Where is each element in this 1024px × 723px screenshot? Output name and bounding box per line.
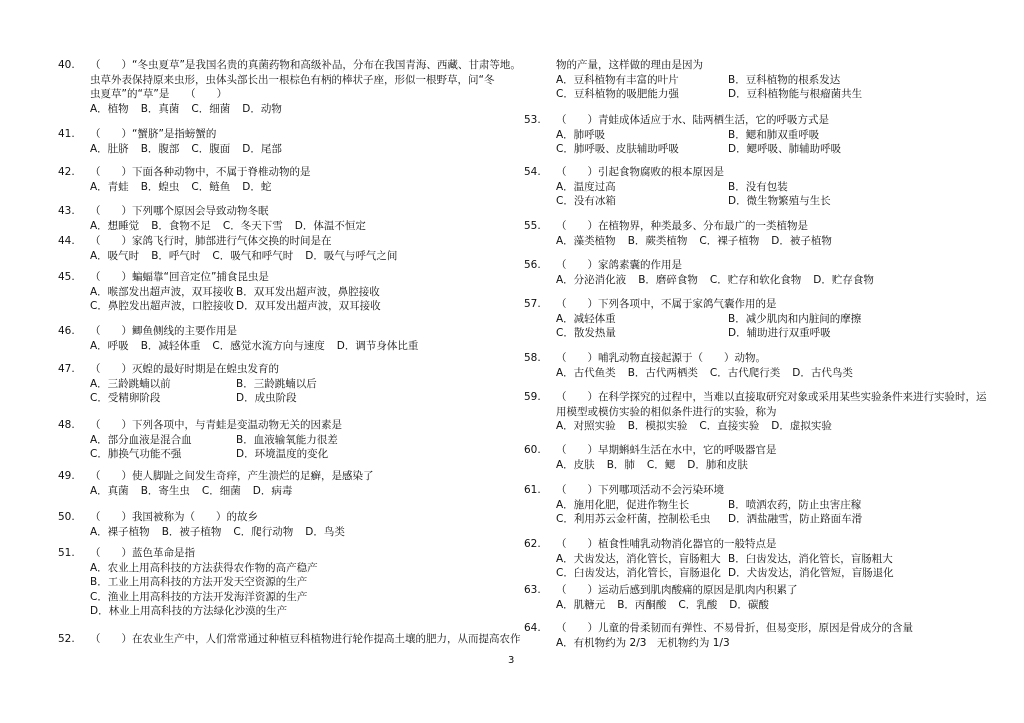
option: A．温度过高	[556, 180, 616, 193]
question-text: （ ）引起食物腐败的根本原因是	[556, 166, 724, 178]
option: B．工业上用高科技的方法开发天空资源的生产	[90, 576, 308, 588]
question-text: （ ）下面各种动物中，不属于脊椎动物的是	[90, 166, 311, 178]
option: A．施用化肥，促进作物生长	[556, 498, 690, 511]
option: D．吸气与呼气之间	[305, 249, 398, 262]
question-text: （ ）早期蝌蚪生活在水中，它的呼吸器官是	[556, 444, 777, 456]
question-text: （ ）家鸽飞行时，肺部进行气体交换的时间是在	[90, 235, 332, 247]
option: B．真菌	[140, 102, 180, 115]
question-text: （ ）青蛙成体适应于水、陆两栖生活，它的呼吸方式是	[556, 114, 829, 126]
question	[524, 621, 994, 650]
option: B．腹部	[140, 142, 180, 155]
option: B．三龄跳蝻以后	[236, 377, 317, 390]
option: A．古代鱼类	[556, 366, 616, 379]
option: B．喷洒农药，防止虫害庄稼	[728, 498, 862, 511]
question-number: 53.	[524, 114, 541, 126]
options-row	[58, 433, 498, 448]
question-number: 50.	[58, 511, 75, 523]
question	[58, 204, 498, 233]
options-row	[524, 312, 994, 327]
option: C．冬天下雪	[222, 219, 283, 232]
question-text: （ ）蓝色革命是指	[90, 547, 195, 559]
options-row	[58, 102, 498, 117]
option: C．直接实验	[699, 420, 760, 432]
option: A．分泌消化液	[556, 273, 627, 286]
question-number: 48.	[58, 419, 75, 431]
option: C．臼齿发达，消化管长，盲肠退化	[556, 567, 721, 579]
option: B．血液输氧能力很差	[236, 433, 338, 446]
question-text: （ ）下列哪个原因会导致动物冬眠	[90, 205, 269, 217]
question-number: 64.	[524, 622, 541, 634]
option: D．体温不恒定	[294, 219, 366, 232]
question-text: （ ）在科学探究的过程中，当难以直接取研究对象或采用某些实验条件来进行实验时，运	[556, 391, 987, 403]
option: C．豆科植物的吸肥能力强	[556, 88, 679, 100]
question	[58, 234, 498, 263]
options-row	[524, 512, 994, 527]
option: B．丙酮酸	[617, 598, 667, 611]
options-row	[58, 604, 498, 619]
options-row	[58, 285, 498, 300]
question	[524, 443, 994, 472]
option: A．减轻体重	[556, 312, 616, 325]
options-row	[524, 636, 994, 651]
option: D．调节身体比重	[336, 339, 419, 352]
question	[58, 632, 521, 647]
question	[524, 297, 994, 341]
question-text: （ ）运动后感到肌肉酸痛的原因是肌肉内积累了	[556, 584, 798, 596]
question-text: （ ）鲫鱼侧线的主要作用是	[90, 325, 237, 337]
option: C．肺换气功能不强	[90, 448, 182, 460]
options-row	[524, 142, 994, 157]
option: A．肚脐	[90, 142, 129, 155]
option: A．藻类植物	[556, 234, 616, 247]
options-row	[524, 598, 994, 613]
option: D．虚拟实验	[771, 420, 832, 432]
question-number: 56.	[524, 259, 541, 271]
options-row	[524, 180, 994, 195]
options-row	[524, 458, 994, 473]
option: C．鳃	[646, 458, 676, 471]
option: C．鼻腔发出超声波，口腔接收	[90, 300, 234, 312]
option: D．环境温度的变化	[236, 448, 329, 460]
options-row	[58, 339, 498, 354]
question	[58, 362, 498, 406]
question-number: 45.	[58, 271, 75, 283]
option: A．吸气时	[90, 249, 140, 262]
question	[58, 469, 498, 498]
question-text: （ ）家鸽素囊的作用是	[556, 259, 682, 271]
options-row	[58, 391, 498, 406]
question-number: 47.	[58, 363, 75, 375]
options-row	[58, 525, 498, 540]
option: A．有机物约为 2/3 无机物约为 1/3	[556, 636, 730, 649]
question	[524, 58, 994, 102]
option: A．植物	[90, 102, 129, 115]
option: A．肺呼吸	[556, 128, 606, 141]
option: D．鳃呼吸、肺辅助呼吸	[728, 143, 842, 155]
question-number: 49.	[58, 470, 75, 482]
question-text: （ ）下列哪项活动不会污染环境	[556, 484, 724, 496]
option: B．古代两栖类	[627, 366, 698, 379]
question-number: 59.	[524, 391, 541, 403]
question	[524, 351, 994, 380]
option: C．腹面	[191, 142, 231, 155]
option: B．食物不足	[151, 219, 211, 232]
option: B．呼气时	[151, 249, 201, 262]
option: A．豆科植物有丰富的叶片	[556, 73, 679, 86]
question-number: 46.	[58, 325, 75, 337]
question-text: （ ）灭蝗的最好时期是在蝗虫发育的	[90, 363, 279, 375]
option: D．古代鸟类	[792, 366, 853, 379]
question-number: 58.	[524, 352, 541, 364]
question-text: 用模型或模仿实验的相似条件进行的实验，称为	[556, 405, 777, 418]
question-text: （ ）“冬虫夏草”是我国名贵的真菌药物和高级补品，分布在我国青海、西藏、甘肃等地。	[90, 59, 521, 71]
option: B．蕨类植物	[627, 234, 688, 247]
question	[58, 324, 498, 353]
option: B．没有包装	[728, 180, 788, 193]
option: D．病毒	[252, 484, 293, 497]
options-row	[58, 249, 498, 264]
option: A．皮肤	[556, 458, 595, 471]
option: C．细菌	[201, 484, 241, 497]
option: D．辅助进行双重呼吸	[728, 327, 831, 339]
question-text: 虫夏草”的“草”是 （ ）	[90, 88, 228, 100]
options-row	[524, 87, 994, 102]
question	[524, 583, 994, 612]
options-row	[524, 234, 994, 249]
question-text: （ ）植食性哺乳动物消化器官的一般特点是	[556, 538, 777, 550]
options-row	[58, 180, 498, 195]
option: A．部分血液是混合血	[90, 433, 192, 446]
options-row	[524, 326, 994, 341]
question-text: （ ）使人脚趾之间发生奇痒，产生溃烂的足癣，是感染了	[90, 470, 374, 482]
question-number: 52.	[58, 633, 75, 645]
option: C．利用苏云金杆菌，控制松毛虫	[556, 513, 711, 525]
option: B．双耳发出超声波，鼻腔接收	[236, 285, 380, 298]
option: B．鳃和肺双重呼吸	[728, 128, 820, 141]
option: C．散发热量	[556, 327, 616, 339]
option: C．细菌	[191, 102, 231, 115]
question-text: （ ）“蟹脐”是指螃蟹的	[90, 128, 217, 140]
option: A．犬齿发达，消化管长，盲肠粗大	[556, 552, 721, 565]
options-row	[58, 561, 498, 576]
question-text: （ ）下列各项中，与青蛙是变温动物无关的因素是	[90, 419, 342, 431]
option: C．鲢鱼	[191, 180, 231, 193]
question-text: （ ）蝙蝠靠“回音定位”捕食昆虫是	[90, 271, 269, 283]
option: C．渔业上用高科技的方法开发海洋资源的生产	[90, 590, 308, 603]
question-text: （ ）哺乳动物直接起源于（ ）动物。	[556, 352, 766, 364]
question-number: 41.	[58, 128, 75, 140]
option: B．减少肌肉和内脏间的摩擦	[728, 312, 862, 325]
question-text: （ ）我国被称为（ ）的故乡	[90, 511, 258, 523]
question	[58, 270, 498, 314]
option: A．三龄跳蝻以前	[90, 377, 171, 390]
options-row	[58, 219, 498, 234]
question	[524, 537, 994, 581]
option: C．裸子植物	[699, 234, 760, 247]
question-text: （ ）在农业生产中，人们常常通过种植豆科植物进行轮作提高土壤的肥力，从而提高农作	[90, 633, 521, 645]
option: D．尾部	[242, 142, 282, 155]
option: C．爬行动物	[233, 525, 294, 538]
question	[524, 258, 994, 287]
option: A．喉部发出超声波，双耳接收	[90, 285, 234, 298]
question	[58, 165, 498, 194]
question-number: 54.	[524, 166, 541, 178]
options-row	[58, 575, 498, 590]
question-text: 物的产量，这样做的理由是因为	[556, 59, 703, 71]
option: D．微生物繁殖与生长	[728, 195, 831, 207]
question	[58, 58, 521, 116]
question-text: （ ）在植物界，种类最多、分布最广的一类植物是	[556, 220, 808, 232]
question	[524, 219, 994, 248]
question-number: 44.	[58, 235, 75, 247]
option: B．减轻体重	[140, 339, 201, 352]
option: D．肺和皮肤	[687, 458, 748, 471]
option: C．肺呼吸、皮肤辅助呼吸	[556, 143, 679, 155]
question-number: 42.	[58, 166, 75, 178]
question-number: 51.	[58, 547, 75, 559]
question-number: 61.	[524, 484, 541, 496]
option: B．磨碎食物	[638, 273, 698, 286]
options-row	[58, 590, 498, 605]
question-number: 62.	[524, 538, 541, 550]
question-text: （ ）下列各项中，不属于家鸽气囊作用的是	[556, 298, 777, 310]
question-text: 虫草外表保持原来虫形，虫体头部长出一根棕色有柄的棒状子座，形似一根野草，问“冬	[90, 73, 495, 86]
option: D．犬齿发达，消化管短，盲肠退化	[728, 567, 894, 579]
option: D．碳酸	[729, 598, 769, 611]
question	[524, 113, 994, 157]
options-row	[524, 194, 994, 209]
option: B．蝗虫	[140, 180, 180, 193]
question-number: 63.	[524, 584, 541, 596]
option: A．呼吸	[90, 339, 129, 352]
options-row	[58, 142, 498, 157]
question	[524, 390, 994, 434]
option: A．裸子植物	[90, 525, 150, 538]
option: D．成虫阶段	[236, 392, 297, 404]
options-row	[524, 419, 994, 434]
option: C．受精卵阶段	[90, 392, 161, 404]
option: C．古代爬行类	[709, 366, 781, 379]
option: C．吸气和呼气时	[212, 249, 294, 262]
page-number: 3	[508, 655, 515, 666]
option: B．豆科植物的根系发达	[728, 73, 841, 86]
question-number: 40.	[58, 59, 75, 71]
option: C．贮存和软化食物	[709, 273, 802, 286]
question	[58, 510, 498, 539]
options-row	[524, 566, 994, 581]
option: D．动物	[242, 102, 282, 115]
option: C．感觉水流方向与速度	[212, 339, 325, 352]
question	[58, 127, 498, 156]
options-row	[58, 377, 498, 392]
question-number: 43.	[58, 205, 75, 217]
option: A．农业上用高科技的方法获得农作物的高产稳产	[90, 561, 318, 574]
option: D．贮存食物	[813, 273, 874, 286]
option: C．乳酸	[678, 598, 718, 611]
question	[524, 483, 994, 527]
options-row	[524, 273, 994, 288]
option: D．双耳发出超声波，双耳接收	[236, 300, 381, 312]
option: B．被子植物	[161, 525, 222, 538]
option: D．洒盐融雪，防止路面车滑	[728, 513, 863, 525]
option: A．真菌	[90, 484, 129, 497]
question	[58, 546, 498, 619]
options-row	[524, 128, 994, 143]
option: C．没有冰箱	[556, 195, 616, 207]
options-row	[58, 299, 498, 314]
option: A．想睡觉	[90, 219, 140, 232]
question	[58, 418, 498, 462]
option: A．青蛙	[90, 180, 129, 193]
options-row	[58, 447, 498, 462]
options-row	[524, 498, 994, 513]
option: D．鸟类	[305, 525, 345, 538]
options-row	[524, 366, 994, 381]
options-row	[524, 73, 994, 88]
options-row	[524, 552, 994, 567]
question-number: 60.	[524, 444, 541, 456]
option: B．臼齿发达，消化管长，盲肠粗大	[728, 552, 893, 565]
question	[524, 165, 994, 209]
option: D．林业上用高科技的方法绿化沙漠的生产	[90, 605, 288, 617]
question-number: 57.	[524, 298, 541, 310]
options-row	[58, 484, 498, 499]
option: B．寄生虫	[140, 484, 190, 497]
option: D．被子植物	[771, 234, 832, 247]
question-number: 55.	[524, 220, 541, 232]
option: B．肺	[606, 458, 635, 471]
option: B．模拟实验	[627, 420, 688, 432]
option: A．对照实验	[556, 420, 616, 432]
option: D．蛇	[242, 180, 272, 193]
option: A．肌糖元	[556, 598, 606, 611]
option: D．豆科植物能与根瘤菌共生	[728, 88, 863, 100]
question-text: （ ）儿童的骨柔韧而有弹性、不易骨折，但易变形，原因是骨成分的含量	[556, 622, 913, 634]
